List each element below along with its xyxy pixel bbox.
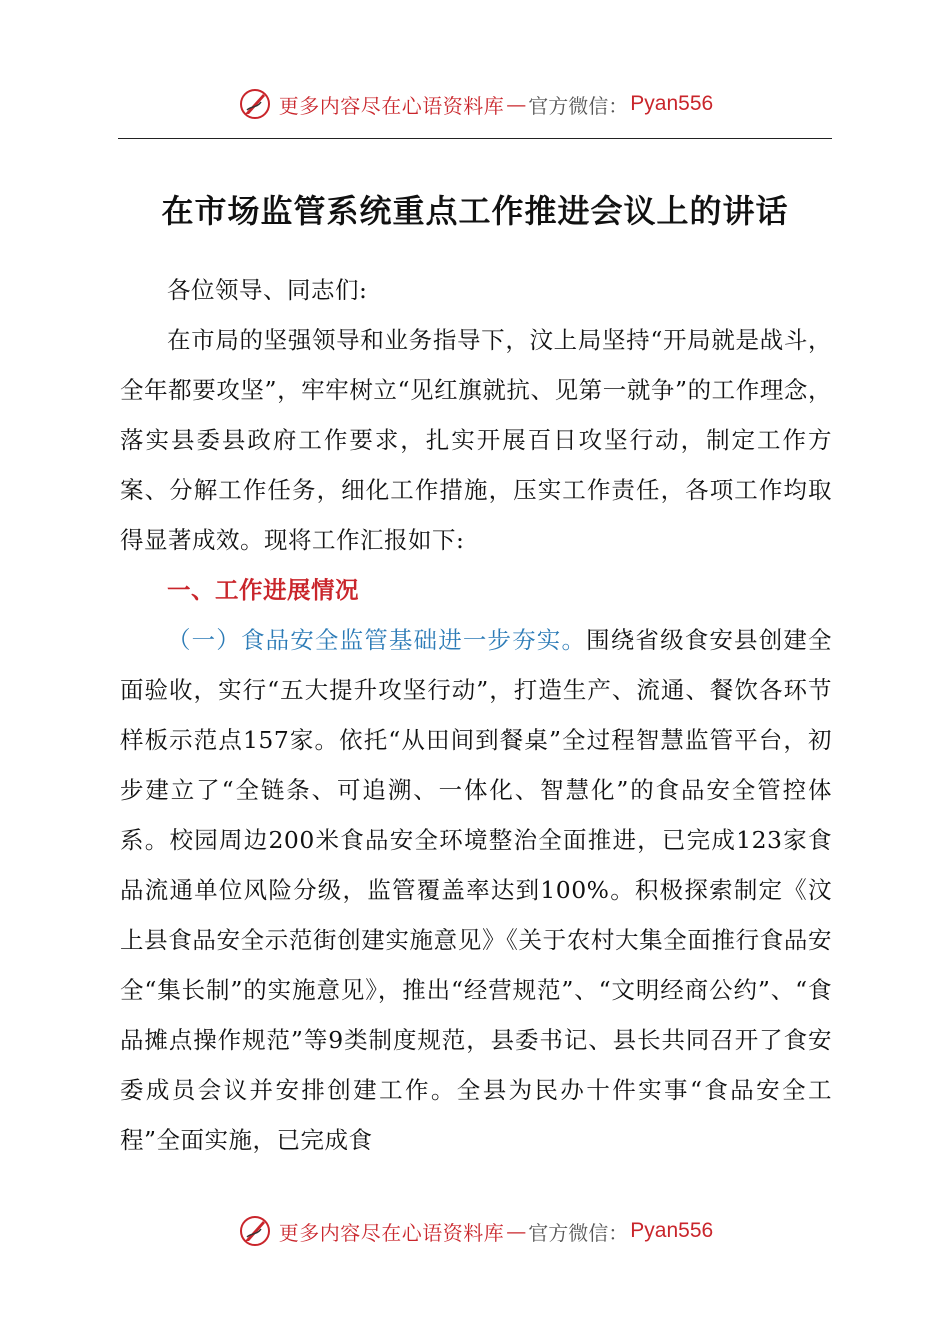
footer-wechat-id: Pyan556 — [630, 1219, 714, 1242]
header-banner — [0, 84, 950, 124]
salutation: 各位领导、同志们: — [167, 276, 368, 304]
quill-logo-icon — [237, 1213, 273, 1249]
footer-wechat-label: 官方微信： — [528, 1220, 629, 1245]
header-brand-text: 更多内容尽在心语资料库 — [278, 93, 505, 118]
header-wechat-label: 官方微信： — [528, 93, 629, 118]
document-body — [120, 265, 832, 1165]
document-title: 在市场监管系统重点工作推进会议上的讲话 — [161, 192, 789, 230]
subsection-1-body: 围绕省级食安县创建全面验收，实行“五大提升攻坚行动”，打造生产、流通、餐饮各环节样板示范点157家。依托“从田间到餐桌”全过程智慧监管平台，初步建立了“全链条、可追溯、一体化、智慧化”的食品安全管控体系。校园周边200米食品安全环境整治全面推进，已完成123家食品流通单位风险分级，监管覆盖率达到100%。积极探索制定《汶上县食品安全示范街创建实施意见》《关于农村大集全面推行食品安全“集长制”的实施意见》，推出“经营规范”、“文明经商公约”、“食品摊点操作规范”等9类制度规范，县委书记、县长共同召开了食安委成员会议并安排创建工作。全县为民办十件实事“食品安全工程”全面实施，已完成食 — [120, 626, 833, 1154]
header-wechat-id: Pyan556 — [630, 92, 714, 115]
section-1-heading: 一、工作进展情况 — [167, 576, 359, 604]
section-heading — [120, 565, 832, 615]
header-divider — [118, 138, 832, 139]
quill-logo-icon — [237, 86, 273, 122]
subsection-paragraph — [120, 615, 832, 1165]
intro-paragraph: 在市局的坚强领导和业务指导下，汶上局坚持“开局就是战斗，全年都要攻坚”，牢牢树立“见红旗就抗、见第一就争”的工作理念，落实县委县政府工作要求，扎实开展百日攻坚行动，制定工作方案、分解工作任务，细化工作措施，压实工作责任，各项工作均取得显著成效。现将工作汇报如下: — [120, 326, 832, 554]
footer-dash: — — [506, 1219, 527, 1243]
subsection-1-heading: （一）食品安全监管基础进一步夯实。 — [167, 626, 587, 654]
footer-brand-text: 更多内容尽在心语资料库 — [278, 1220, 505, 1245]
header-dash: — — [506, 92, 527, 116]
footer-banner — [0, 1211, 950, 1251]
